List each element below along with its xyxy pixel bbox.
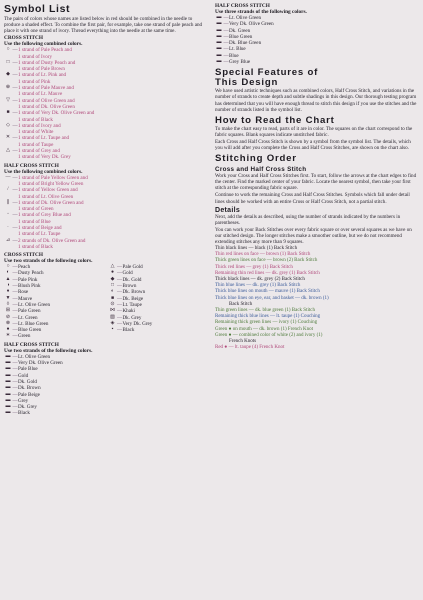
stitch-symbol-icon: ▬ bbox=[216, 15, 222, 20]
details-text-2: You can work your Back Stitches over every fabric square or over several squares as we have on our stitched design. The longer stitches make a smoother outline, but we do not recommend extending stitches any more than 9 squares. bbox=[215, 226, 412, 245]
half-cross-stitch-heading-1: HALF CROSS STITCH bbox=[4, 162, 59, 169]
color-name: Rose bbox=[18, 289, 29, 296]
stitch-symbol-icon: △ bbox=[6, 148, 10, 154]
color-name: 1 strand of Black bbox=[18, 116, 53, 123]
dash-separator: — bbox=[12, 295, 18, 302]
dash-separator: — bbox=[12, 327, 18, 334]
dash-separator: — bbox=[223, 52, 229, 59]
color-name: Khaki bbox=[122, 308, 135, 315]
dash-separator: — bbox=[12, 97, 18, 104]
color-name: Brown bbox=[122, 283, 137, 290]
color-name: Lt. Olive Green bbox=[229, 15, 262, 21]
detail-line: Thick red lines — grey (1) Back Stitch bbox=[215, 264, 293, 270]
dash-separator: — bbox=[12, 85, 18, 92]
dash-separator: — bbox=[116, 314, 123, 321]
read-chart-text-1: To make the chart easy to read, parts of it are in color. The squares on the chart correspond to the fabric squares. Blank squares indicate unstitched fabric. bbox=[215, 125, 413, 138]
dash-separator: — bbox=[12, 289, 18, 296]
stitch-symbol-icon: ▬ bbox=[216, 21, 222, 27]
stitch-symbol-icon: ◊ bbox=[6, 301, 10, 307]
dash-separator: — bbox=[116, 295, 123, 302]
detail-line: Thick blue lines on mouth — mauve (1) Back Stitch bbox=[215, 289, 320, 295]
dash-separator: — bbox=[223, 46, 229, 53]
stitch-symbol-icon: ▲ bbox=[5, 276, 11, 282]
dash-separator: — bbox=[12, 314, 18, 321]
dash-separator: — bbox=[223, 27, 229, 34]
stitch-symbol-icon: ▬ bbox=[5, 378, 11, 384]
dash-separator: — bbox=[12, 110, 18, 117]
detail-line: Thick black lines — dk. grey (2) Back Stitch bbox=[215, 277, 305, 282]
stitch-symbol-icon: ○ bbox=[6, 47, 10, 53]
stitch-symbol-icon: △ bbox=[110, 264, 115, 270]
color-name: Dk. Brown bbox=[122, 289, 146, 296]
half-cross-stitch-combined-list bbox=[4, 175, 209, 251]
color-name: 1 strand of Pale Yellow Green and bbox=[18, 174, 88, 181]
stitch-symbol-icon: ▧ bbox=[110, 314, 115, 320]
dash-separator: — bbox=[116, 276, 123, 283]
color-name: Dk. Beige bbox=[122, 295, 144, 302]
color-name: Lt. Blue Green bbox=[18, 320, 49, 327]
detail-line: Remaining thick blue lines — lt. taupe (1) Couching bbox=[215, 314, 321, 320]
symbol-list-title: Symbol List bbox=[4, 3, 71, 15]
dash-separator: — bbox=[116, 270, 123, 277]
symbol-row bbox=[109, 327, 210, 333]
color-name: Mauve bbox=[18, 295, 33, 302]
color-name: 1 strand of Pink bbox=[18, 78, 51, 85]
color-name: 1 strand of Pale Peach and bbox=[18, 47, 72, 54]
dash-separator: — bbox=[12, 301, 18, 308]
dash-separator: — bbox=[223, 59, 229, 66]
color-name: Pale Blue bbox=[18, 366, 38, 373]
right-column bbox=[215, 3, 419, 597]
dash-separator: — bbox=[12, 135, 18, 142]
stitch-symbol-icon: ⊙ bbox=[110, 301, 115, 307]
stitch-symbol-icon: ◑ bbox=[6, 283, 10, 289]
dash-separator: — bbox=[12, 148, 18, 155]
stitch-symbol-icon: ◐ bbox=[6, 270, 10, 276]
stitch-symbol-icon: ● bbox=[110, 270, 115, 276]
color-name: 1 strand of Dusty Peach and bbox=[18, 59, 76, 66]
color-name: 1 strand of Beige and bbox=[18, 225, 62, 231]
dash-separator: — bbox=[12, 360, 18, 367]
stitch-symbol-icon: ◦ bbox=[7, 212, 9, 218]
dash-separator: — bbox=[12, 122, 18, 129]
detail-line: Thin red lines on face — brown (1) Back Stitch bbox=[215, 252, 311, 258]
symbol-row bbox=[4, 244, 209, 250]
dash-separator: — bbox=[12, 225, 18, 231]
stitch-symbol-icon: ■ bbox=[6, 110, 10, 116]
stitch-symbol-icon: ▬ bbox=[5, 391, 11, 397]
detail-line: Green ● — combined color of white (2) and ivory (1) bbox=[215, 332, 323, 338]
detail-line: Back Stitch bbox=[229, 301, 253, 307]
stitch-symbol-icon: ▬ bbox=[216, 46, 222, 52]
dash-separator: — bbox=[12, 72, 18, 79]
stitch-symbol-icon: ◆ bbox=[6, 72, 10, 78]
read-chart-text-2: Each Cross and Half Cross Stitch is shown by a symbol from the symbol list. The details, which you will add after you complete the Cross and Half Cross Stitches, are shown on the chart also. bbox=[215, 138, 411, 152]
special-features-title-2: This Design bbox=[215, 77, 279, 89]
dash-separator: — bbox=[223, 15, 229, 21]
stitch-symbol-icon: ▬ bbox=[216, 33, 222, 39]
color-name: 1 strand of Ivory and bbox=[18, 122, 61, 129]
color-name: Gold bbox=[18, 372, 29, 379]
stitch-symbol-icon: □ bbox=[6, 59, 10, 65]
symbol-row bbox=[4, 410, 209, 416]
color-name: Pale Gold bbox=[122, 264, 143, 271]
stitch-symbol-icon: ∥ bbox=[6, 199, 10, 205]
dash-separator: — bbox=[12, 199, 18, 206]
dash-separator: — bbox=[12, 174, 18, 181]
dash-separator: — bbox=[12, 270, 18, 277]
cross-stitch-two-strand-grid bbox=[4, 264, 209, 340]
color-name: 1 strand of Very Dk. Olive Green and bbox=[18, 110, 95, 117]
cross-stitch-combined-list bbox=[4, 47, 209, 160]
dash-separator: — bbox=[12, 308, 18, 315]
dash-separator: — bbox=[12, 276, 18, 283]
color-name: Dk. Grey bbox=[122, 314, 142, 321]
details-title: Details bbox=[215, 206, 241, 214]
left-column bbox=[4, 3, 209, 597]
stitch-symbol-icon: ○ bbox=[6, 264, 10, 270]
detail-line: Thin green lines — dk. blue green (1) Back Stitch bbox=[215, 307, 315, 313]
stitch-symbol-icon: ▬ bbox=[216, 52, 222, 58]
color-name: Grey Blue bbox=[229, 59, 251, 66]
dash-separator: — bbox=[116, 327, 123, 334]
dash-separator: — bbox=[12, 212, 18, 219]
stitch-symbol-icon: ▬ bbox=[5, 385, 11, 391]
color-name: 1 strand of Pale Mauve and bbox=[18, 85, 74, 92]
dash-separator: — bbox=[12, 391, 18, 398]
color-name: 1 strand of Green bbox=[18, 206, 54, 213]
color-name: Lt. Olive Green bbox=[18, 301, 51, 308]
color-name: Dk. Green bbox=[229, 27, 251, 34]
stitch-symbol-icon: ♦ bbox=[6, 289, 10, 295]
color-name: Green bbox=[18, 333, 31, 340]
color-name: Very Dk. Olive Green bbox=[18, 360, 63, 367]
color-name: Lt. Blue bbox=[229, 46, 246, 53]
color-name: Blue Green bbox=[229, 33, 253, 40]
color-name: 1 strand of Very Dk. Grey bbox=[18, 154, 71, 161]
detail-line: French Knots bbox=[229, 338, 257, 344]
dash-separator: — bbox=[12, 410, 18, 417]
symbol-row bbox=[4, 333, 105, 339]
stitch-symbol-icon: ▬ bbox=[5, 410, 11, 416]
stitch-symbol-icon: ▬ bbox=[5, 372, 11, 378]
detail-line: Thick green lines on face — brown (2) Back Stitch bbox=[215, 258, 318, 264]
stitch-symbol-icon: ▬ bbox=[5, 360, 11, 366]
stitch-symbol-icon: — bbox=[5, 174, 11, 180]
cross-stitch-sub-2: Use two strands of the following colors. bbox=[4, 258, 93, 265]
stitch-symbol-icon: ◈ bbox=[110, 320, 115, 326]
half-cross-stitch-three-strand-list bbox=[215, 15, 419, 65]
half-cross-stitch-heading-3: HALF CROSS STITCH bbox=[215, 3, 270, 9]
color-name: Lt. Taupe bbox=[122, 301, 142, 308]
dash-separator: — bbox=[116, 289, 123, 296]
color-name: 1 strand of Lt. Olive Green bbox=[18, 193, 74, 200]
stitch-symbol-icon: ⊕ bbox=[5, 85, 11, 91]
color-name: Pale Green bbox=[18, 308, 41, 315]
color-name: Very Dk. Grey bbox=[122, 320, 153, 327]
color-name: Dk. Brown bbox=[18, 385, 41, 392]
dash-separator: — bbox=[12, 372, 18, 379]
color-name: Blue Green bbox=[18, 327, 42, 334]
dash-separator: — bbox=[223, 33, 229, 40]
color-name: Lt. Olive Green bbox=[18, 353, 51, 360]
stitch-symbol-icon: □ bbox=[110, 283, 115, 289]
stitch-symbol-icon: ▬ bbox=[5, 353, 11, 359]
half-cross-stitch-two-strand-list bbox=[4, 354, 209, 417]
detail-line: Remaining thick green lines — ivory (1) Couching bbox=[215, 320, 318, 326]
stitching-order-text-2: Continue to work the remaining Cross and Half Cross Stitches. Symbols which fall under detail lines should be worked with an entire Cross or Half Cross Stitch, not a partial stitch. bbox=[215, 192, 410, 205]
dash-separator: — bbox=[12, 353, 18, 360]
color-name: Pale Beige bbox=[18, 391, 40, 398]
stitching-order-text-1: Work your Cross and Half Cross Stitches first. To start, follow the arrows at the chart edges to find the center. Find the marked center of your fabric. Locate the nearest symbol, then take your first stitch at the corresponding fabric square. bbox=[215, 173, 417, 192]
color-name: 1 strand of Pale Brown bbox=[18, 66, 65, 73]
color-name: 1 strand of Grey Blue and bbox=[18, 212, 71, 219]
color-name: 1 strand of Lt. Pink and bbox=[18, 72, 67, 79]
stitch-symbol-icon: ◐ bbox=[110, 289, 115, 295]
color-name: 1 strand of Lt. Mauve bbox=[18, 91, 63, 98]
dash-separator: — bbox=[12, 320, 18, 327]
half-cross-stitch-heading-2: HALF CROSS STITCH bbox=[4, 341, 59, 348]
color-name: Dk. Gold bbox=[18, 378, 37, 385]
detail-line: Green ● on mouth — dk. brown (1) French Knot bbox=[215, 326, 314, 332]
dash-separator: — bbox=[223, 21, 229, 28]
color-name: 1 strand of Lt. Taupe and bbox=[18, 135, 70, 142]
dash-separator: — bbox=[116, 320, 123, 327]
stitch-symbol-icon: ◆ bbox=[110, 276, 115, 282]
color-name: Lt. Green bbox=[18, 314, 38, 321]
color-name: 2 strands of Dk. Olive Green and bbox=[18, 237, 86, 244]
stitch-symbol-icon: ▼ bbox=[5, 295, 11, 301]
color-name: 1 strand of Blue bbox=[18, 218, 51, 225]
cross-stitch-sub-1: Use the following combined colors. bbox=[4, 41, 83, 48]
dash-separator: — bbox=[12, 59, 18, 66]
color-name: 1 strand of Bright Yellow Green bbox=[18, 180, 84, 187]
dash-separator: — bbox=[12, 385, 18, 392]
stitch-symbol-icon: ▬ bbox=[5, 366, 11, 372]
dash-separator: — bbox=[12, 404, 18, 411]
stitch-symbol-icon: ▬ bbox=[216, 40, 222, 46]
half-cross-stitch-sub-3: Use three strands of the following colors. bbox=[215, 9, 307, 15]
color-name: Blue bbox=[229, 52, 239, 59]
dash-separator: — bbox=[116, 308, 123, 315]
color-name: Very Dk. Olive Green bbox=[229, 21, 274, 28]
color-name: Dk. Gold bbox=[122, 276, 142, 283]
half-cross-stitch-sub-2: Use two strands of the following colors. bbox=[4, 347, 93, 354]
color-name: Gold bbox=[122, 270, 133, 277]
color-name: 1 strand of Lt. Taupe bbox=[18, 231, 61, 238]
stitch-symbol-icon: ▬ bbox=[5, 404, 11, 410]
stitch-symbol-icon: ⋈ bbox=[110, 308, 115, 314]
detail-line: Red ● — lt. taupe (4) French Knot bbox=[215, 345, 285, 351]
half-cross-stitch-sub-1: Use the following combined colors. bbox=[4, 168, 83, 175]
dash-separator: — bbox=[116, 301, 123, 308]
color-name: 1 strand of White bbox=[18, 129, 54, 136]
stitch-symbol-icon: ⊘ bbox=[5, 314, 11, 320]
color-name: 1 strand of Yellow Green and bbox=[18, 187, 78, 194]
stitch-symbol-icon: / bbox=[7, 187, 9, 193]
details-text-1: Next, add the details as described, using the number of strands indicated by the numbers in parentheses. bbox=[215, 213, 401, 226]
special-features-title-1: Special Features of bbox=[215, 67, 319, 79]
detail-line: Thin blue lines — dk. grey (1) Back Stitch bbox=[215, 283, 301, 289]
detail-line: Remaining thin red lines — dk. grey (1) Back Stitch bbox=[215, 270, 320, 276]
dash-separator: — bbox=[12, 237, 18, 244]
detail-line: Thick blue lines on eye, ear, and basket — dk. brown (1) bbox=[215, 295, 329, 301]
color-name: Grey bbox=[18, 397, 29, 404]
color-name: Dk. Blue Green bbox=[229, 40, 262, 47]
dash-separator: — bbox=[12, 187, 18, 194]
stitch-symbol-icon: ▽ bbox=[6, 97, 10, 103]
special-features-text: We have used artistic techniques such as combined colors, Half Cross Stitch, and variations in the number of strands to create depth and subtle shadings in this design. Our thorough testing program has determined that you will have enough thread to stitch this design if you use the stitches and the number of strands listed in the symbol list. bbox=[215, 88, 417, 113]
cross-stitch-heading-2: CROSS STITCH bbox=[4, 252, 44, 259]
color-name: 1 strand of Taupe bbox=[18, 141, 54, 148]
color-name: 1 strand of Dk. Olive Green and bbox=[18, 199, 84, 206]
color-name: 1 strand of Olive Green and bbox=[18, 97, 75, 104]
dash-separator: — bbox=[12, 366, 18, 373]
stitching-order-title: Stitching Order bbox=[215, 153, 297, 165]
color-name: 1 strand of Ivory bbox=[18, 53, 53, 60]
stitch-symbol-icon: · bbox=[7, 225, 9, 230]
color-name: Dusty Peach bbox=[18, 270, 44, 277]
stitch-symbol-icon: ■ bbox=[110, 295, 115, 301]
color-name: Peach bbox=[18, 264, 31, 271]
detail-line: Thin black lines — black (1) Back Stitch bbox=[215, 246, 298, 252]
color-name: Pale Pink bbox=[18, 276, 38, 283]
dash-separator: — bbox=[12, 264, 18, 271]
color-name: Black bbox=[122, 327, 135, 334]
dash-separator: — bbox=[12, 47, 18, 54]
symbol-row bbox=[215, 59, 419, 65]
stitch-symbol-icon: ✕ bbox=[5, 135, 11, 141]
dash-separator: — bbox=[223, 40, 229, 47]
dash-separator: — bbox=[116, 264, 123, 271]
stitch-symbol-icon: ▪ bbox=[111, 327, 114, 333]
stitch-symbol-icon: ▬ bbox=[216, 59, 222, 65]
dash-separator: — bbox=[12, 397, 18, 404]
stitch-symbol-icon: ⊿ bbox=[5, 237, 11, 243]
stitch-symbol-icon: ● bbox=[6, 327, 10, 333]
color-name: 1 strand of Dk. Olive Green bbox=[18, 103, 75, 110]
color-name: 1 strand of Black bbox=[18, 243, 53, 250]
color-name: 1 strand of Grey and bbox=[18, 148, 60, 155]
dash-separator: — bbox=[12, 378, 18, 385]
read-chart-title: How to Read the Chart bbox=[215, 114, 335, 126]
stitch-symbol-icon: ⊞ bbox=[5, 308, 11, 314]
cross-stitch-two-strand-right bbox=[109, 264, 210, 340]
cross-stitch-two-strand-left bbox=[4, 264, 105, 340]
color-name: Dk. Grey bbox=[18, 404, 37, 411]
color-name: Black bbox=[18, 410, 30, 417]
stitch-symbol-icon: ◇ bbox=[6, 122, 10, 128]
color-name: Blush Pink bbox=[18, 283, 41, 290]
cross-stitch-heading-1: CROSS STITCH bbox=[4, 35, 44, 42]
stitch-symbol-icon: ▬ bbox=[216, 27, 222, 33]
dash-separator: — bbox=[116, 283, 123, 290]
symbol-row bbox=[4, 154, 209, 160]
stitch-symbol-icon: ⊗ bbox=[5, 320, 11, 326]
stitch-symbol-icon: ▬ bbox=[5, 397, 11, 403]
details-lines-list bbox=[215, 246, 419, 351]
symbol-list-intro: The pairs of colors whose names are listed below in red should be combined in the needle to produce a shaded effect. To combine the first pair, for example, take one strand of pale peach and place it with one strand of ivory. Thread everything into the needle at the same time. bbox=[4, 16, 203, 35]
stitching-order-subtitle: Cross and Half Cross Stitch bbox=[215, 166, 307, 174]
stitch-symbol-icon: ∗ bbox=[5, 333, 11, 339]
dash-separator: — bbox=[12, 333, 18, 340]
dash-separator: — bbox=[12, 283, 18, 290]
